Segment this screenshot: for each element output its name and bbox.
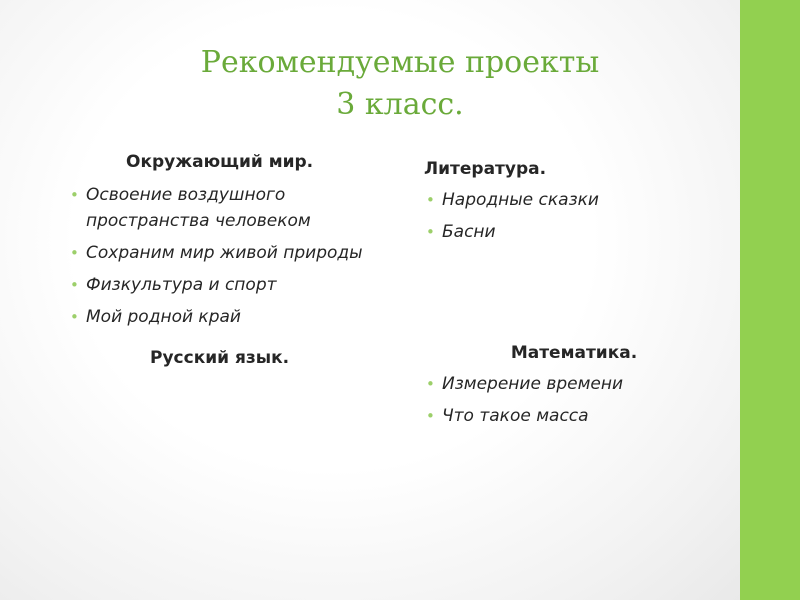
right-column: [424, 155, 724, 435]
slide-title: [150, 42, 650, 126]
list-item-text: Мой родной край: [86, 307, 241, 327]
list-item: [424, 371, 724, 397]
bullet-dot-icon: •: [426, 407, 435, 425]
environment-list: [68, 182, 388, 330]
bullet-dot-icon: •: [70, 244, 79, 262]
green-side-bar: [740, 0, 800, 600]
list-item: [68, 304, 388, 330]
title-line-2: 3 класс.: [336, 87, 464, 122]
bullet-dot-icon: •: [426, 223, 435, 241]
list-item-text: Сохраним мир живой природы: [86, 243, 363, 263]
list-item: [424, 187, 724, 213]
list-item-text: Освоение воздушного пространства человеком: [86, 185, 311, 231]
list-item: [68, 182, 388, 234]
heading-russian-language: Русский язык.: [150, 348, 290, 368]
heading-environment: Окружающий мир.: [126, 152, 314, 172]
bullet-dot-icon: •: [70, 276, 79, 294]
list-item-text: Народные сказки: [442, 190, 599, 210]
list-item-text: Что такое масса: [442, 406, 589, 426]
heading-mathematics: Математика.: [510, 343, 638, 363]
bullet-dot-icon: •: [70, 186, 79, 204]
bullet-dot-icon: •: [426, 191, 435, 209]
list-item: [424, 219, 724, 245]
mathematics-list: [424, 371, 724, 429]
list-item-text: Басни: [442, 222, 496, 242]
list-item-text: Измерение времени: [442, 374, 624, 394]
list-item: [68, 272, 388, 298]
literature-list: [424, 187, 724, 245]
list-item-text: Физкультура и спорт: [86, 275, 277, 295]
title-line-1: Рекомендуемые проекты: [200, 45, 600, 80]
bullet-dot-icon: •: [70, 308, 79, 326]
bullet-dot-icon: •: [426, 375, 435, 393]
list-item: [424, 403, 724, 429]
left-column: [68, 148, 388, 372]
heading-literature: Литература.: [424, 159, 547, 179]
list-item: [68, 240, 388, 266]
